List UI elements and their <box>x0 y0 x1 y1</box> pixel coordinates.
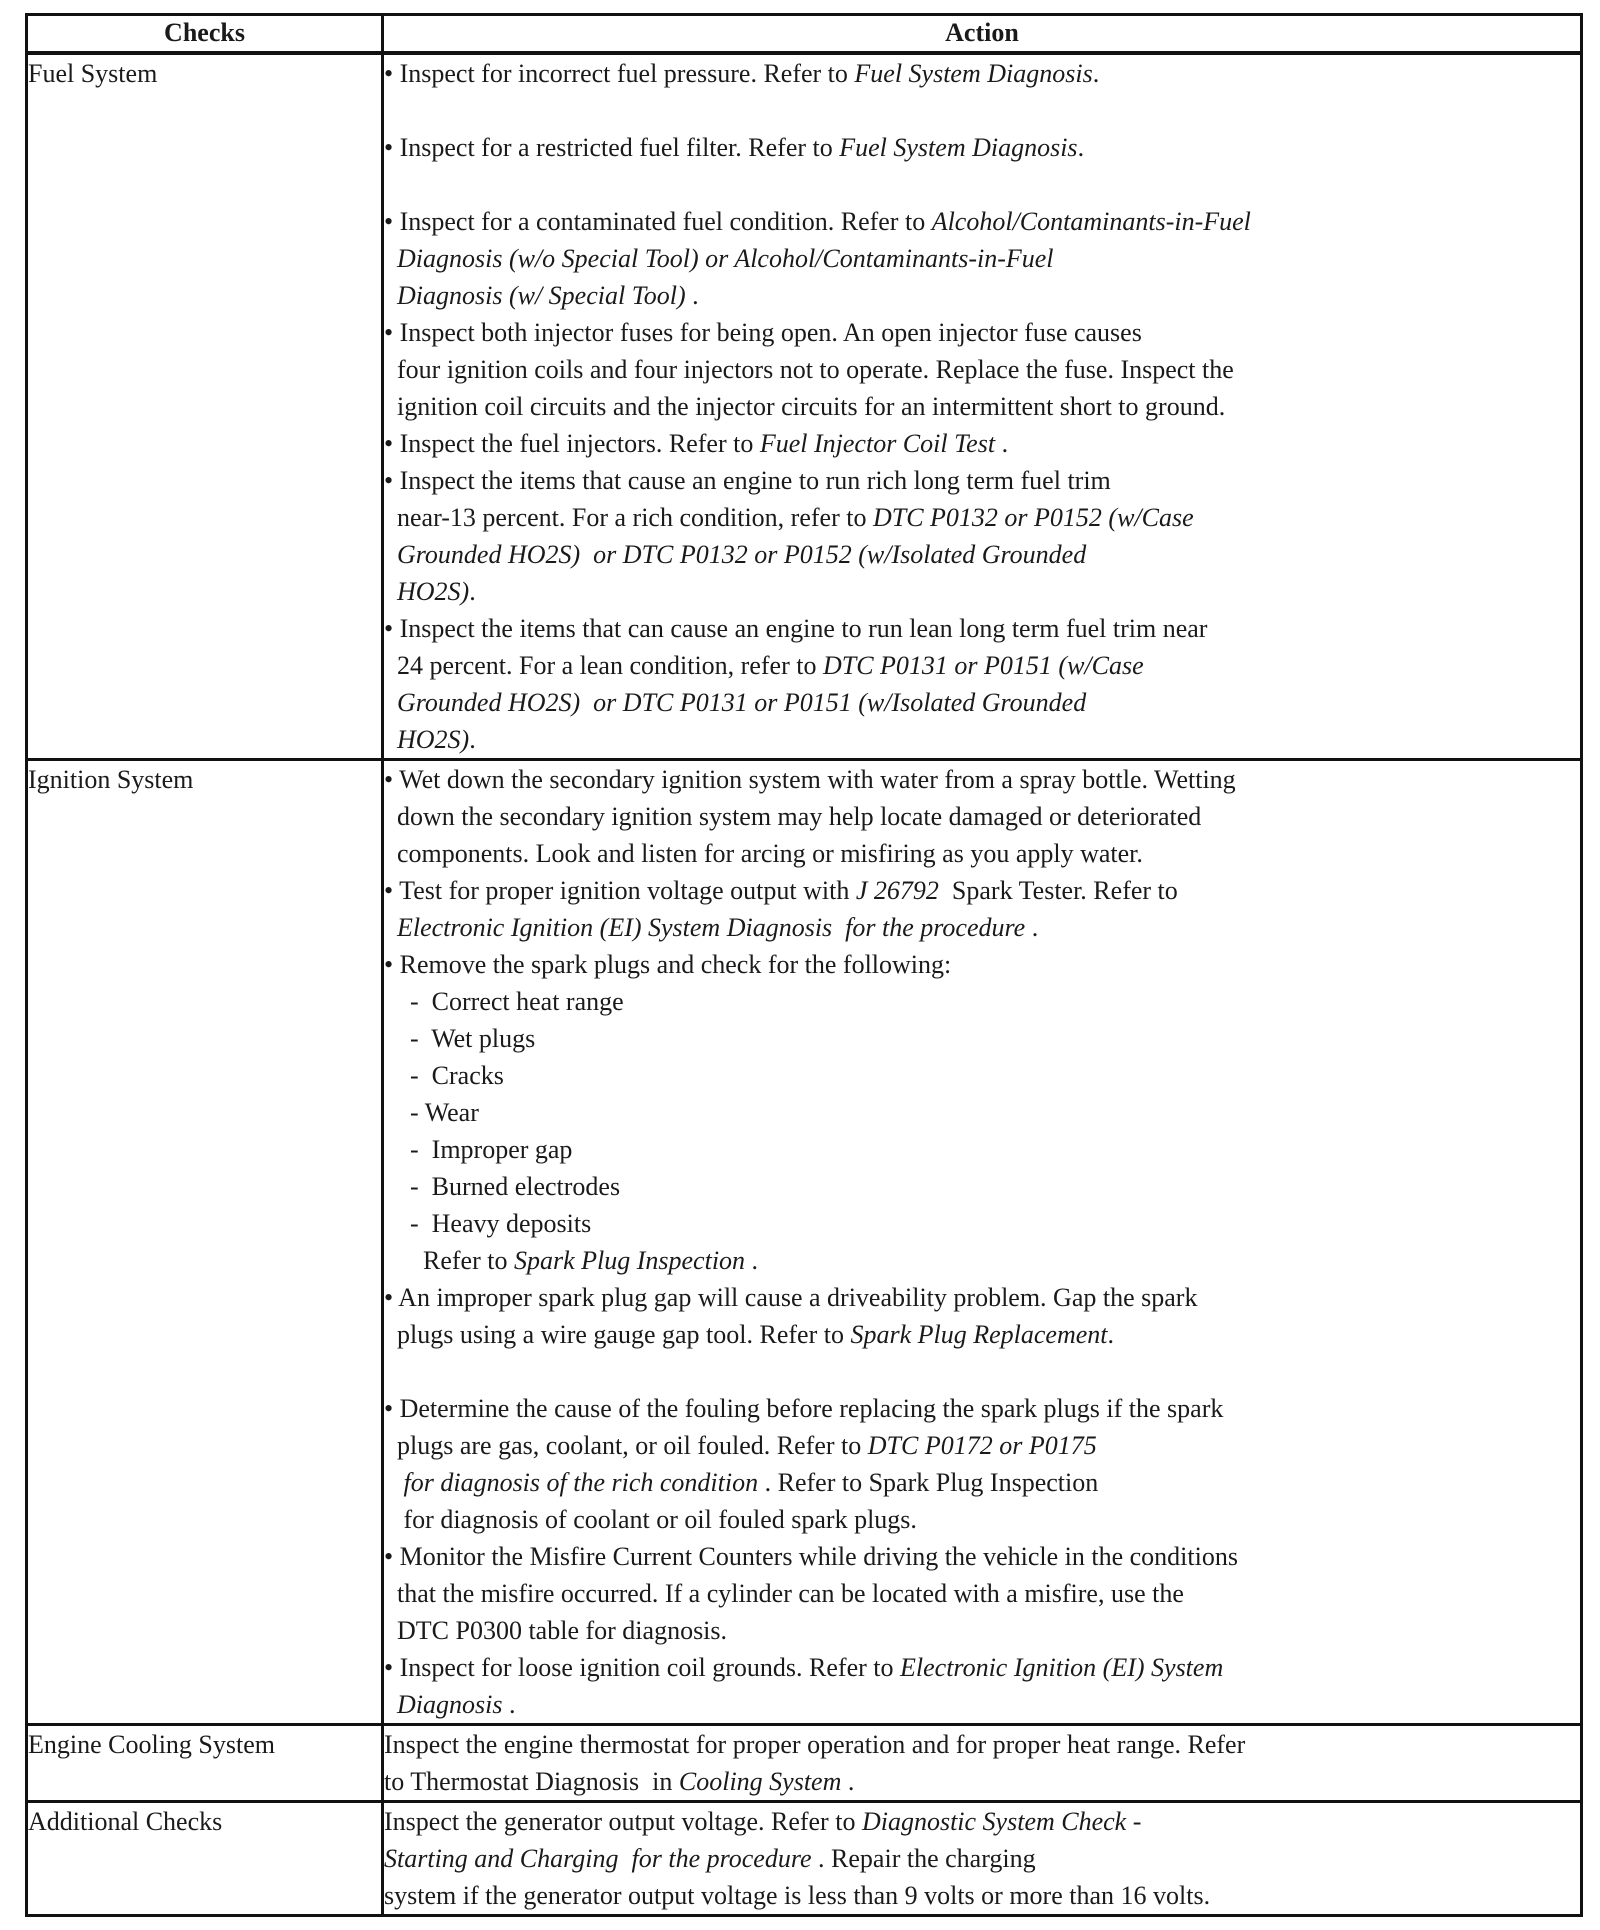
action-line <box>384 536 1580 573</box>
checks-column-header: Checks <box>27 15 383 54</box>
action-line <box>384 55 1580 92</box>
action-text: • Remove the spark plugs and check for the following: <box>384 950 952 979</box>
action-column-header: Action <box>383 15 1582 54</box>
reference-text: Diagnosis (w/ Special Tool) <box>397 281 686 310</box>
action-line <box>384 1242 1580 1279</box>
action-line <box>384 573 1580 610</box>
action-cell <box>383 1802 1582 1916</box>
action-line <box>384 1427 1580 1464</box>
action-text: . <box>841 1767 855 1796</box>
action-line <box>384 1168 1580 1205</box>
action-text: for diagnosis of coolant or oil fouled spark plugs. <box>384 1505 917 1534</box>
action-line <box>384 1020 1580 1057</box>
action-line <box>384 499 1580 536</box>
action-line <box>384 1840 1580 1877</box>
action-text: Inspect the engine thermostat for proper operation and for proper heat range. Refer <box>384 1730 1246 1759</box>
action-text <box>384 913 397 942</box>
table-header-row <box>27 15 1582 54</box>
action-line <box>384 721 1580 758</box>
action-line <box>384 351 1580 388</box>
action-text: . <box>502 1690 516 1719</box>
check-name-cell: Engine Cooling System <box>27 1725 383 1802</box>
action-line <box>384 240 1580 277</box>
action-line <box>384 983 1580 1020</box>
action-line <box>384 314 1580 351</box>
action-text: • Inspect for a contaminated fuel condition. Refer to <box>384 207 932 236</box>
action-line <box>384 1057 1580 1094</box>
reference-text: Grounded HO2S) or DTC P0132 or P0152 (w/Isolated Grounded <box>397 540 1087 569</box>
action-text: - Correct heat range <box>384 987 624 1016</box>
action-text: - Heavy deposits <box>384 1209 592 1238</box>
reference-text: Electronic Ignition (EI) System <box>900 1653 1224 1682</box>
action-line <box>384 610 1580 647</box>
action-line <box>384 1205 1580 1242</box>
action-text: • Inspect for incorrect fuel pressure. Refer to <box>384 59 855 88</box>
table-row <box>27 760 1582 1725</box>
action-text: - Cracks <box>384 1061 504 1090</box>
action-line <box>384 1726 1580 1763</box>
action-line <box>384 909 1580 946</box>
action-text: system if the generator output voltage is less than 9 volts or more than 16 volts. <box>384 1881 1211 1910</box>
action-text: DTC P0300 table for diagnosis. <box>384 1616 728 1645</box>
action-line <box>384 462 1580 499</box>
action-text: . <box>1077 133 1085 162</box>
reference-text: DTC P0131 or P0151 (w/Case <box>822 651 1144 680</box>
reference-text: Spark Plug Replacement <box>850 1320 1108 1349</box>
action-text: . <box>685 281 699 310</box>
reference-text: Fuel System Diagnosis <box>854 59 1093 88</box>
action-line <box>384 1649 1580 1686</box>
action-line <box>384 388 1580 425</box>
action-line <box>384 761 1580 798</box>
action-line <box>384 1094 1580 1131</box>
reference-text: Fuel Injector Coil Test <box>759 429 996 458</box>
reference-text: J 26792 <box>855 876 939 905</box>
reference-text: HO2S) <box>397 577 470 606</box>
action-line <box>384 1131 1580 1168</box>
action-cell <box>383 53 1582 760</box>
action-text: 24 percent. For a lean condition, refer to <box>384 651 823 680</box>
action-text: • An improper spark plug gap will cause a driveability problem. Gap the spark <box>384 1283 1198 1312</box>
action-text <box>384 1690 397 1719</box>
reference-text: DTC P0172 or P0175 <box>867 1431 1097 1460</box>
reference-text: Spark Plug Inspection <box>513 1246 746 1275</box>
action-line <box>384 1279 1580 1316</box>
action-line <box>384 946 1580 983</box>
reference-text: Starting and Charging for the procedure <box>384 1844 812 1873</box>
reference-text: for diagnosis of the rich condition <box>403 1468 759 1497</box>
reference-text: Diagnosis <box>397 1690 503 1719</box>
action-text: • Inspect for a restricted fuel filter. Refer to <box>384 133 840 162</box>
table-row <box>27 1725 1582 1802</box>
action-text: • Monitor the Misfire Current Counters while driving the vehicle in the conditions <box>384 1542 1238 1571</box>
action-text: - Improper gap <box>384 1135 573 1164</box>
reference-text: Electronic Ignition (EI) System Diagnosis for the procedure <box>397 913 1026 942</box>
action-text: . <box>469 725 476 754</box>
action-text: near-13 percent. For a rich condition, refer to <box>384 503 873 532</box>
blank-line <box>384 1353 1580 1390</box>
action-text: . <box>995 429 1009 458</box>
action-text <box>384 725 397 754</box>
action-line <box>384 1803 1580 1840</box>
action-text: . <box>1092 59 1100 88</box>
action-line <box>384 872 1580 909</box>
action-line <box>384 798 1580 835</box>
action-text: . <box>1025 913 1039 942</box>
action-text: . <box>1107 1320 1114 1349</box>
action-text: • Determine the cause of the fouling before replacing the spark plugs if the spark <box>384 1394 1224 1423</box>
action-text: Refer to <box>384 1246 514 1275</box>
action-line <box>384 425 1580 462</box>
action-text: • Inspect the fuel injectors. Refer to <box>384 429 760 458</box>
blank-line <box>384 166 1580 203</box>
action-line <box>384 1575 1580 1612</box>
action-line <box>384 647 1580 684</box>
reference-text: Diagnostic System Check - <box>861 1807 1142 1836</box>
reference-text: Alcohol/Contaminants-in-Fuel <box>931 207 1251 236</box>
reference-text: DTC P0132 or P0152 (w/Case <box>872 503 1194 532</box>
table-body <box>27 53 1582 1916</box>
action-line <box>384 203 1580 240</box>
action-text: • Wet down the secondary ignition system with water from a spray bottle. Wetting <box>384 765 1236 794</box>
table-row <box>27 53 1582 760</box>
action-cell <box>383 760 1582 1725</box>
action-text: to Thermostat Diagnosis in <box>384 1767 679 1796</box>
action-text <box>384 281 397 310</box>
action-line <box>384 129 1580 166</box>
action-line <box>384 835 1580 872</box>
action-text: . Refer to Spark Plug Inspection <box>758 1468 1099 1497</box>
action-text: • Inspect the items that can cause an engine to run lean long term fuel trim near <box>384 614 1208 643</box>
action-text: down the secondary ignition system may help locate damaged or deteriorated <box>384 802 1202 831</box>
action-text: four ignition coils and four injectors not to operate. Replace the fuse. Inspect the <box>384 355 1234 384</box>
reference-text: HO2S) <box>397 725 470 754</box>
action-line <box>384 1390 1580 1427</box>
action-line <box>384 1538 1580 1575</box>
action-text: Spark Tester. Refer to <box>938 876 1178 905</box>
table-row <box>27 1802 1582 1916</box>
action-text: plugs are gas, coolant, or oil fouled. Refer to <box>384 1431 868 1460</box>
action-text <box>384 577 397 606</box>
action-text: ignition coil circuits and the injector circuits for an intermittent short to ground. <box>384 392 1226 421</box>
check-name-cell: Additional Checks <box>27 1802 383 1916</box>
check-name-cell: Fuel System <box>27 53 383 760</box>
reference-text: Cooling System <box>678 1767 842 1796</box>
action-text: • Inspect both injector fuses for being open. An open injector fuse causes <box>384 318 1142 347</box>
action-line <box>384 684 1580 721</box>
reference-text: Diagnosis (w/o Special Tool) or Alcohol/Contaminants-in-Fuel <box>397 244 1054 273</box>
checks-action-table <box>25 13 1583 1917</box>
action-text: Inspect the generator output voltage. Refer to <box>384 1807 862 1836</box>
action-text <box>384 688 397 717</box>
action-text: - Burned electrodes <box>384 1172 621 1201</box>
action-text: components. Look and listen for arcing or misfiring as you apply water. <box>384 839 1143 868</box>
action-text: that the misfire occurred. If a cylinder can be located with a misfire, use the <box>384 1579 1184 1608</box>
action-line <box>384 1464 1580 1501</box>
action-line <box>384 1501 1580 1538</box>
action-text: . Repair the charging <box>811 1844 1036 1873</box>
action-text <box>384 244 397 273</box>
action-text: • Test for proper ignition voltage output with <box>384 876 856 905</box>
action-line <box>384 1612 1580 1649</box>
action-text: • Inspect the items that cause an engine to run rich long term fuel trim <box>384 466 1111 495</box>
action-text: - Wear <box>384 1098 479 1127</box>
action-line <box>384 1686 1580 1723</box>
action-text: . <box>469 577 476 606</box>
action-cell <box>383 1725 1582 1802</box>
action-line <box>384 1763 1580 1800</box>
reference-text: Grounded HO2S) or DTC P0131 or P0151 (w/Isolated Grounded <box>397 688 1087 717</box>
action-text <box>384 1468 404 1497</box>
check-name-cell: Ignition System <box>27 760 383 1725</box>
action-line <box>384 1877 1580 1914</box>
action-line <box>384 277 1580 314</box>
reference-text: Fuel System Diagnosis <box>839 133 1078 162</box>
action-line <box>384 1316 1580 1353</box>
action-text: . <box>745 1246 759 1275</box>
action-text: - Wet plugs <box>384 1024 536 1053</box>
action-text: plugs using a wire gauge gap tool. Refer to <box>384 1320 851 1349</box>
blank-line <box>384 92 1580 129</box>
action-text <box>384 540 397 569</box>
action-text: • Inspect for loose ignition coil grounds. Refer to <box>384 1653 901 1682</box>
